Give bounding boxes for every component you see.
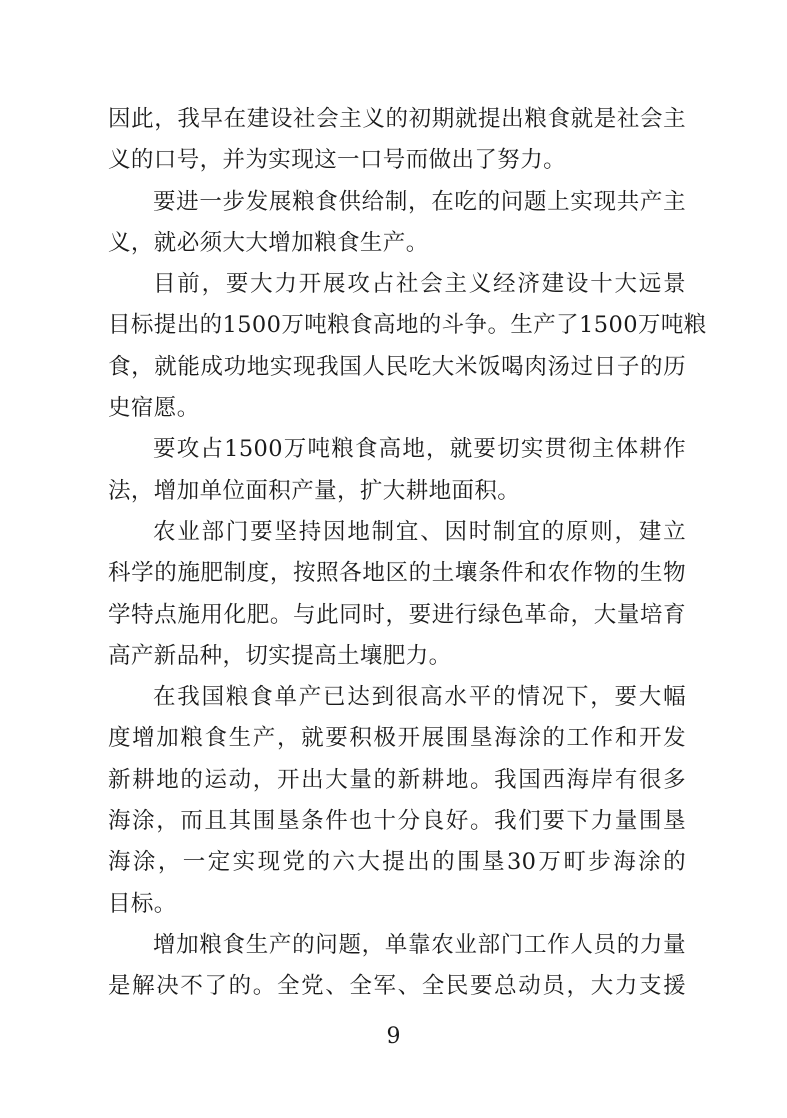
text-line: 义，就必须大大增加粮食生产。 bbox=[108, 229, 429, 256]
text-line: 度增加粮食生产，就要积极开展围垦海涂的工作和开发 bbox=[108, 725, 686, 752]
paragraph bbox=[108, 677, 686, 925]
text-line: 目标提出的1500万吨粮食高地的斗争。生产了1500万吨粮 bbox=[108, 312, 707, 339]
text-line: 增加粮食生产的问题，单靠农业部门工作人员的力量 bbox=[153, 931, 686, 958]
paragraph bbox=[108, 264, 707, 429]
text-line: 农业部门要坚持因地制宜、因时制宜的原则，建立 bbox=[153, 518, 686, 545]
paragraph bbox=[108, 429, 686, 512]
text-line: 新耕地的运动，开出大量的新耕地。我国西海岸有很多 bbox=[108, 766, 686, 793]
text-line: 义的口号，并为实现这一口号而做出了努力。 bbox=[108, 147, 567, 174]
body-text bbox=[108, 99, 707, 1008]
text-line: 要攻占1500万吨粮食高地，就要切实贯彻主体耕作 bbox=[153, 436, 686, 463]
text-line: 因此，我早在建设社会主义的初期就提出粮食就是社会主 bbox=[108, 106, 686, 132]
text-line: 是解决不了的。全党、全军、全民要总动员，大力支援 bbox=[108, 973, 686, 1000]
page-number: 9 bbox=[386, 1024, 401, 1049]
text-line: 目标。 bbox=[108, 890, 177, 917]
text-line: 目前，要大力开展攻占社会主义经济建设十大远景 bbox=[153, 271, 686, 298]
text-line: 食，就能成功地实现我国人民吃大米饭喝肉汤过日子的历 bbox=[108, 353, 686, 380]
text-line: 高产新品种，切实提高土壤肥力。 bbox=[108, 642, 452, 669]
text-line: 在我国粮食单产已达到很高水平的情况下，要大幅 bbox=[153, 684, 686, 711]
paragraph bbox=[108, 99, 686, 182]
paragraph bbox=[108, 182, 686, 265]
text-line: 海涂，一定实现党的六大提出的围垦30万町步海涂的 bbox=[108, 849, 686, 876]
paragraph bbox=[108, 512, 686, 677]
text-line: 史宿愿。 bbox=[108, 395, 200, 422]
text-line: 科学的施肥制度，按照各地区的土壤条件和农作物的生物 bbox=[108, 560, 686, 587]
paragraph bbox=[108, 925, 686, 1008]
text-line: 学特点施用化肥。与此同时，要进行绿色革命，大量培育 bbox=[108, 601, 686, 628]
text-line: 海涂，而且其围垦条件也十分良好。我们要下力量围垦 bbox=[108, 808, 686, 835]
text-line: 法，增加单位面积产量，扩大耕地面积。 bbox=[108, 477, 521, 504]
text-line: 要进一步发展粮食供给制，在吃的问题上实现共产主 bbox=[153, 188, 686, 215]
